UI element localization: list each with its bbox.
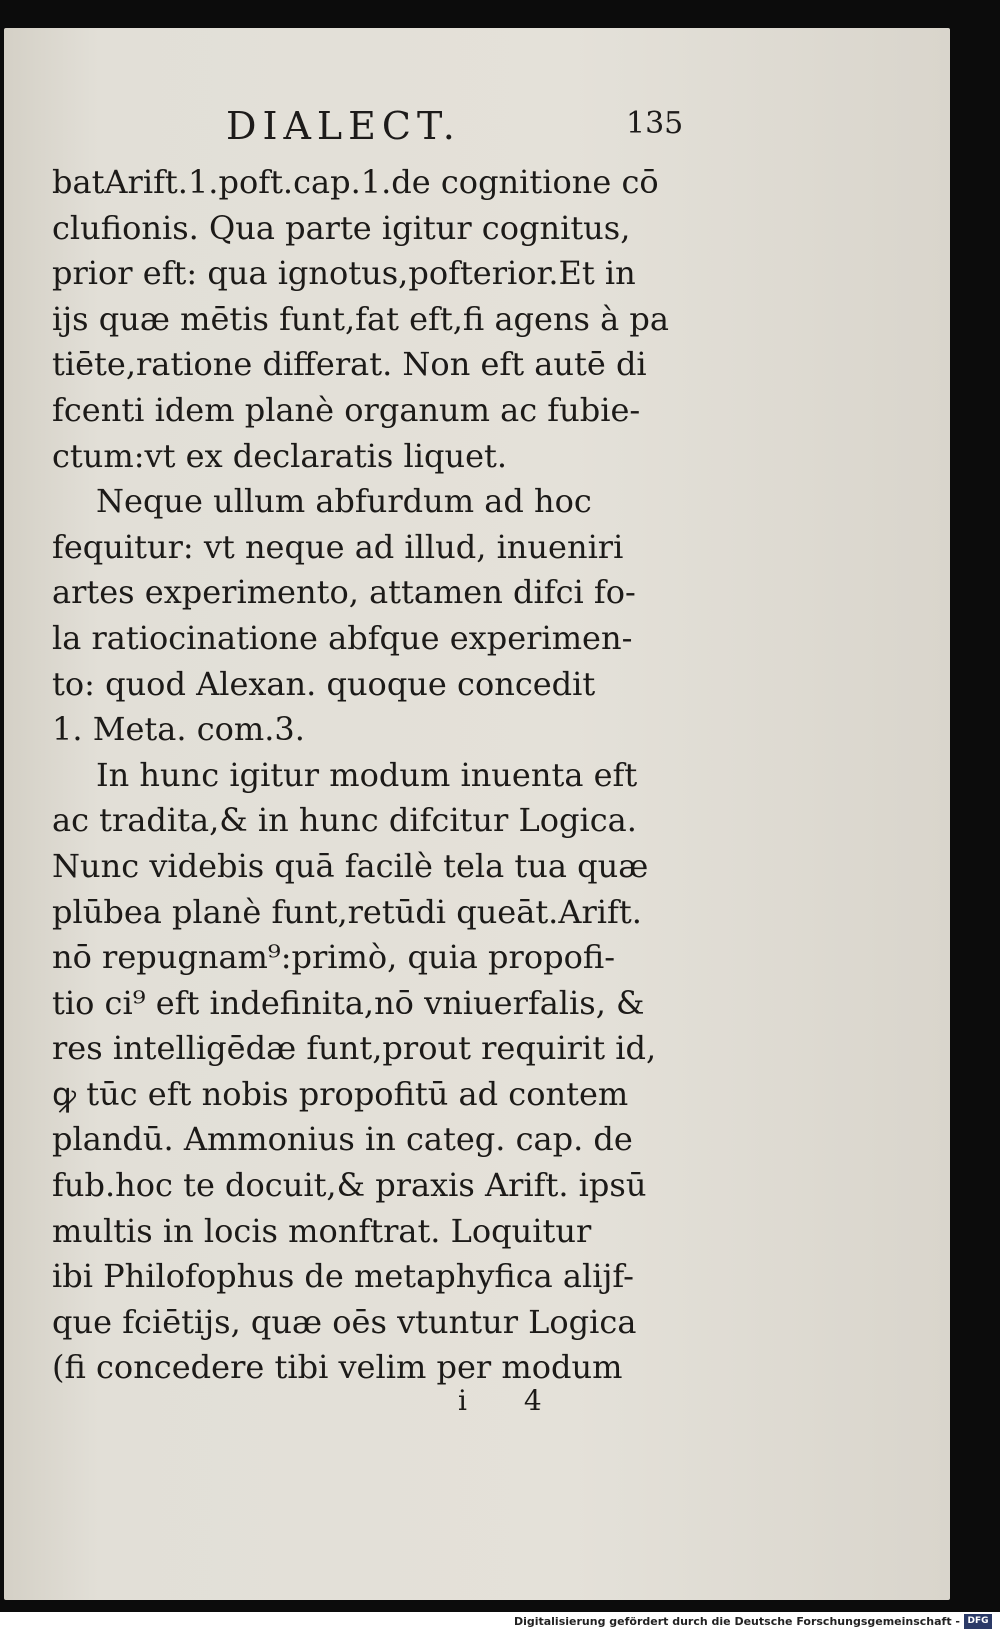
text-line: (fi concedere tibi velim per modum <box>52 1348 623 1387</box>
text-line: 1. Meta. com.3. <box>52 710 305 749</box>
text-line: plūbea planè funt,retūdi queāt.Arift. <box>52 892 642 931</box>
text-line: ctum:vt ex declaratis liquet. <box>52 436 508 475</box>
text-line: prior eft: qua ignotus,pofterior.Et in <box>52 254 636 293</box>
text-line: que fciētijs, quæ oēs vtuntur Logica <box>52 1302 637 1341</box>
text-line: ijs quæ mētis funt,fat eft,fi agens à pa <box>52 299 669 338</box>
text-line: res intelligēdæ funt,prout requirit id, <box>52 1029 657 1068</box>
text-line: plandū. Ammonius in categ. cap. de <box>52 1120 633 1159</box>
text-line: artes experimento, attamen difci fo- <box>52 573 636 612</box>
text-line: ibi Philofophus de metaphyfica alijf- <box>52 1257 634 1296</box>
text-line: tiēte,ratione differat. Non eft autē di <box>52 345 647 384</box>
page-number: 135 <box>626 106 684 141</box>
text-line: Nunc videbis quā facilè tela tua quæ <box>52 846 649 885</box>
text-line: fcenti idem planè organum ac fubie- <box>52 390 641 429</box>
text-line: la ratiocinatione abfque experimen- <box>52 618 633 657</box>
signature-mark: i 4 <box>458 1384 566 1417</box>
text-line: to: quod Alexan. quoque concedit <box>52 664 596 703</box>
text-line: ꝙ tūc eft nobis propofitū ad contem <box>52 1074 629 1113</box>
running-head: DIALECT. <box>226 104 461 148</box>
text-line: ac tradita,& in hunc difcitur Logica. <box>52 801 637 840</box>
text-line: Neque ullum abfurdum ad hoc <box>96 482 592 521</box>
text-line: clufionis. Qua parte igitur cognitus, <box>52 208 631 247</box>
dfg-logo-icon: DFG <box>964 1614 992 1629</box>
body-text <box>52 160 692 1391</box>
text-line: nō repugnam⁹:primò, quia propofi- <box>52 938 615 977</box>
text-line: fub.hoc te docuit,& praxis Arift. ipsū <box>52 1166 647 1205</box>
funding-credit: Digitalisierung gefördert durch die Deutsche Forschungsgemeinschaft - <box>513 1615 960 1628</box>
text-line: multis in locis monftrat. Loquitur <box>52 1211 592 1250</box>
text-line: batArift.1.poft.cap.1.de cognitione cō <box>52 163 659 201</box>
text-line: fequitur: vt neque ad illud, inueniri <box>52 527 624 566</box>
text-line: tio ci⁹ eft indefinita,nō vniuerfalis, & <box>52 983 645 1022</box>
text-line: In hunc igitur modum inuenta eft <box>96 755 638 794</box>
